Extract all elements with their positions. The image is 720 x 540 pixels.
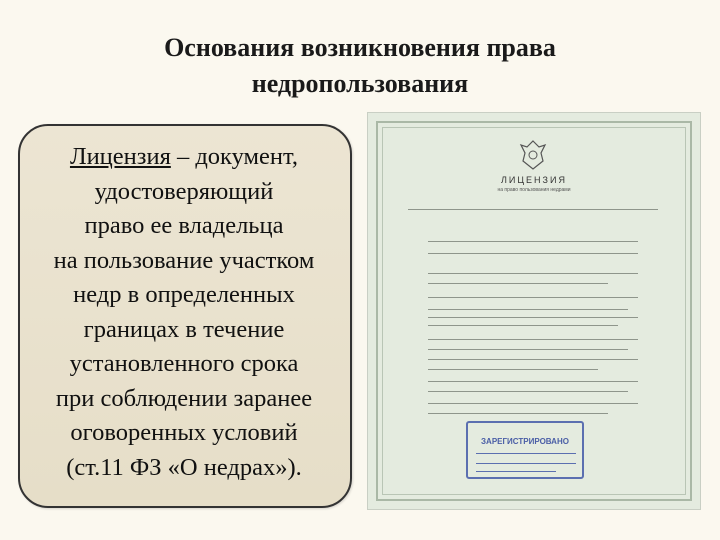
license-heading: ЛИЦЕНЗИЯ — [501, 175, 567, 185]
stamp-text: ЗАРЕГИСТРИРОВАНО — [481, 437, 569, 446]
definition-line: недр в определенных — [73, 281, 295, 308]
coat-of-arms-icon — [519, 139, 547, 171]
definition-line: установленного срока — [69, 350, 299, 377]
definition-term: Лицензия — [69, 143, 171, 170]
definition-line: границах в течение — [83, 315, 285, 343]
definition-line: при соблюдении заранее — [55, 384, 313, 412]
definition-text — [0, 140, 368, 485]
definition-line: (ст.11 ФЗ «О недрах»). — [66, 453, 302, 481]
registration-stamp — [466, 421, 584, 479]
definition-line: на пользование участком — [53, 246, 315, 274]
slide-title-line-1: Основания возникновения права — [164, 33, 556, 62]
definition-line: оговоренных условий — [70, 419, 298, 446]
license-document-image — [367, 112, 701, 510]
definition-first-line — [0, 140, 368, 175]
definition-dash-text: – документ, — [170, 143, 299, 170]
slide-title — [60, 30, 660, 102]
license-subheading: на право пользования недрами — [497, 187, 571, 193]
slide-title-line-2: недропользования — [251, 69, 469, 98]
definition-line: удостоверяющий — [94, 177, 274, 205]
definition-line: право ее владельца — [84, 212, 284, 239]
